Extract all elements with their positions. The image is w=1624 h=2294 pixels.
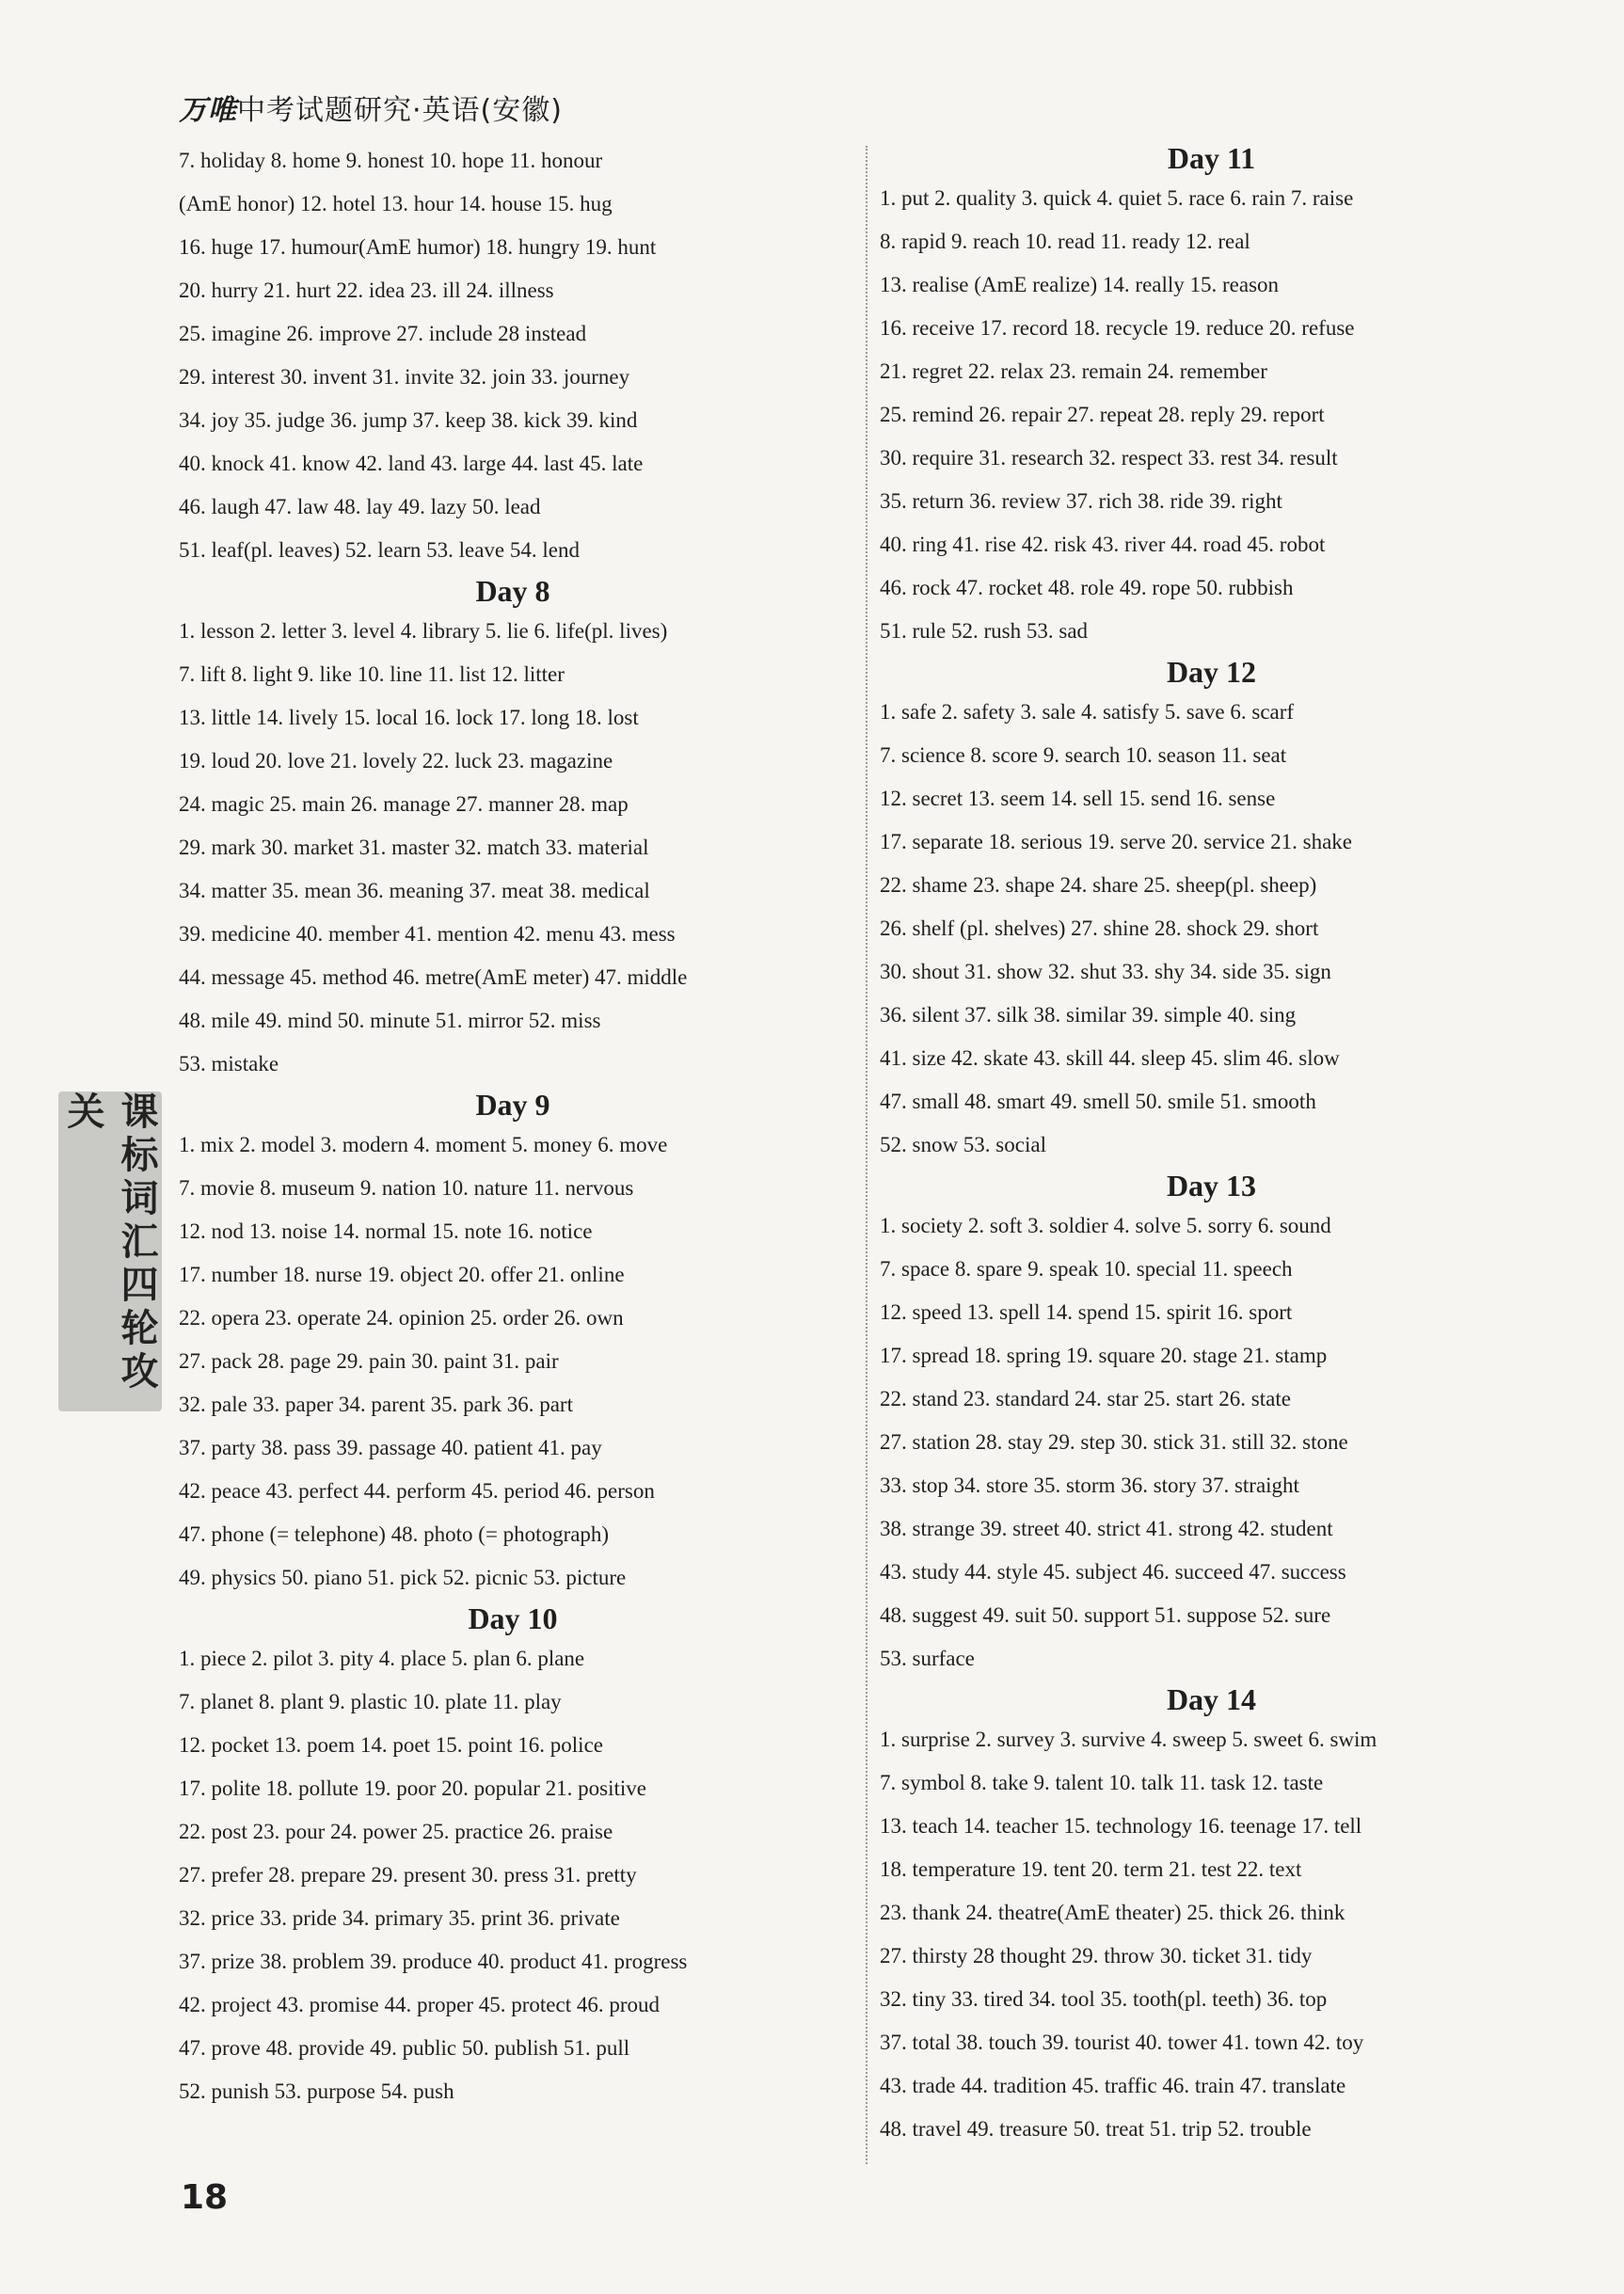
word-list-line: 7. lift 8. light 9. like 10. line 11. list 12. litter <box>179 662 565 686</box>
brand-logo: 万唯 <box>179 94 237 127</box>
word-list-line: 52. punish 53. purpose 54. push <box>179 2079 454 2103</box>
word-list-line: 17. separate 18. serious 19. serve 20. service 21. shake <box>880 830 1353 853</box>
word-list-line: 32. pale 33. paper 34. parent 35. park 36. part <box>179 1393 573 1416</box>
right-column <box>880 139 1543 2151</box>
word-list-line: 48. suggest 49. suit 50. support 51. suppose 52. sure <box>880 1603 1331 1627</box>
word-list-line: 34. matter 35. mean 36. meaning 37. meat 38. medical <box>179 879 650 902</box>
word-list-line: 37. prize 38. problem 39. produce 40. product 41. progress <box>179 1950 688 1973</box>
word-list-line: 25. imagine 26. improve 27. include 28 instead <box>179 322 587 345</box>
word-list-line: 1. society 2. soft 3. soldier 4. solve 5. sorry 6. sound <box>880 1214 1331 1237</box>
word-list-line: 13. realise (AmE realize) 14. really 15. reason <box>880 273 1280 296</box>
word-list-line: 18. temperature 19. tent 20. term 21. test 22. text <box>880 1857 1302 1881</box>
word-list-line: 44. message 45. method 46. metre(AmE meter) 47. middle <box>179 965 688 989</box>
word-list-line: 7. symbol 8. take 9. talent 10. talk 11. task 12. taste <box>880 1771 1324 1794</box>
day-heading: Day 8 <box>475 574 550 608</box>
word-list-line: 43. study 44. style 45. subject 46. succeed 47. success <box>880 1560 1346 1584</box>
word-list-line: 1. lesson 2. letter 3. level 4. library 5. lie 6. life(pl. lives) <box>179 619 668 643</box>
column-divider <box>866 146 868 2164</box>
word-list-line: 27. thirsty 28 thought 29. throw 30. ticket 31. tidy <box>880 1944 1313 1967</box>
word-list-line: 1. put 2. quality 3. quick 4. quiet 5. race 6. rain 7. raise <box>880 186 1354 210</box>
word-list-line: 30. require 31. research 32. respect 33. rest 34. result <box>880 446 1338 470</box>
word-list-line: 37. party 38. pass 39. passage 40. patient 41. pay <box>179 1436 602 1459</box>
day-heading: Day 11 <box>1167 141 1256 175</box>
word-list-line: 22. shame 23. shape 24. share 25. sheep(pl. sheep) <box>880 873 1317 897</box>
word-list-line: 40. ring 41. rise 42. risk 43. river 44. road 45. robot <box>880 533 1326 556</box>
word-list-line: 20. hurry 21. hurt 22. idea 23. ill 24. illness <box>179 279 554 302</box>
word-list-line: 17. number 18. nurse 19. object 20. offer 21. online <box>179 1263 625 1286</box>
word-list-line: 53. surface <box>880 1647 975 1670</box>
word-list-line: 32. tiny 33. tired 34. tool 35. tooth(pl. teeth) 36. top <box>880 1987 1328 2011</box>
word-list-line: 27. prefer 28. prepare 29. present 30. press 31. pretty <box>179 1863 637 1887</box>
word-list-line: 17. polite 18. pollute 19. poor 20. popular 21. positive <box>179 1776 647 1800</box>
page-number: 18 <box>181 2178 229 2217</box>
word-list-line: 26. shelf (pl. shelves) 27. shine 28. shock 29. short <box>880 916 1319 940</box>
side-tab <box>58 1091 162 1411</box>
word-list-line: 7. movie 8. museum 9. nation 10. nature 11. nervous <box>179 1176 634 1200</box>
word-list-line: 49. physics 50. piano 51. pick 52. picnic 53. picture <box>179 1566 627 1589</box>
word-list-line: 48. mile 49. mind 50. minute 51. mirror 52. miss <box>179 1009 601 1032</box>
word-list-line: 36. silent 37. silk 38. similar 39. simple 40. sing <box>880 1003 1297 1027</box>
word-list-line: 32. price 33. pride 34. primary 35. print 36. private <box>179 1906 620 1930</box>
word-list-line: 43. trade 44. tradition 45. traffic 46. train 47. translate <box>880 2074 1346 2097</box>
word-list-line: 51. rule 52. rush 53. sad <box>880 619 1089 643</box>
word-list-line: 7. science 8. score 9. search 10. season 11. seat <box>880 743 1287 767</box>
word-list-line: 1. safe 2. safety 3. sale 4. satisfy 5. save 6. scarf <box>880 700 1295 724</box>
word-list-line: 17. spread 18. spring 19. square 20. stage 21. stamp <box>880 1344 1328 1367</box>
word-list-line: 30. shout 31. show 32. shut 33. shy 34. side 35. sign <box>880 960 1331 983</box>
word-list-line: 13. teach 14. teacher 15. technology 16. teenage 17. tell <box>880 1814 1362 1838</box>
word-list-line: 1. surprise 2. survey 3. survive 4. sweep 5. sweet 6. swim <box>880 1728 1377 1751</box>
word-list-line: 12. speed 13. spell 14. spend 15. spirit 16. sport <box>880 1300 1293 1324</box>
word-list-line: 33. stop 34. store 35. storm 36. story 37. straight <box>880 1474 1299 1497</box>
word-list-line: 46. laugh 47. law 48. lay 49. lazy 50. lead <box>179 495 541 518</box>
word-list-line: 22. stand 23. standard 24. star 25. start 26. state <box>880 1387 1291 1410</box>
word-list-line: 25. remind 26. repair 27. repeat 28. reply 29. report <box>880 403 1325 426</box>
word-list-line: 7. space 8. spare 9. speak 10. special 11. speech <box>880 1257 1293 1281</box>
word-list-line: 29. interest 30. invent 31. invite 32. join 33. journey <box>179 365 630 389</box>
word-list-line: 23. thank 24. theatre(AmE theater) 25. thick 26. think <box>880 1901 1345 1924</box>
word-list-line: 47. prove 48. provide 49. public 50. publish 51. pull <box>179 2036 630 2060</box>
word-list-line: 16. huge 17. humour(AmE humor) 18. hungry 19. hunt <box>179 235 657 259</box>
word-list-line: 52. snow 53. social <box>880 1133 1046 1156</box>
word-list-line: 1. mix 2. model 3. modern 4. moment 5. money 6. move <box>179 1133 668 1156</box>
day-heading: Day 9 <box>475 1088 550 1122</box>
word-list-line: 40. knock 41. know 42. land 43. large 44. last 45. late <box>179 452 644 475</box>
word-list-line: 16. receive 17. record 18. recycle 19. reduce 20. refuse <box>880 316 1355 340</box>
word-list-line: 51. leaf(pl. leaves) 52. learn 53. leave 54. lend <box>179 538 580 562</box>
running-header <box>179 94 563 128</box>
word-list-line: 1. piece 2. pilot 3. pity 4. place 5. plan 6. plane <box>179 1647 585 1670</box>
word-list-line: 35. return 36. review 37. rich 38. ride 39. right <box>880 489 1282 513</box>
day-heading: Day 13 <box>1166 1169 1257 1203</box>
word-list-line: 41. size 42. skate 43. skill 44. sleep 45. slim 46. slow <box>880 1046 1340 1070</box>
word-list-line: 47. phone (= telephone) 48. photo (= photograph) <box>179 1522 610 1546</box>
left-column <box>179 139 847 2113</box>
day-heading: Day 10 <box>468 1601 558 1635</box>
word-list-line: 13. little 14. lively 15. local 16. lock 17. long 18. lost <box>179 706 639 729</box>
word-list-line: 22. opera 23. operate 24. opinion 25. order 26. own <box>179 1306 624 1330</box>
word-list-line: 46. rock 47. rocket 48. role 49. rope 50. rubbish <box>880 576 1294 599</box>
word-list-line: 12. secret 13. seem 14. sell 15. send 16. sense <box>880 787 1276 810</box>
word-list-line: 7. planet 8. plant 9. plastic 10. plate 11. play <box>179 1690 562 1713</box>
word-list-line: 8. rapid 9. reach 10. read 11. ready 12. real <box>880 230 1250 253</box>
day-heading: Day 14 <box>1166 1682 1257 1716</box>
word-list-line: 27. station 28. stay 29. step 30. stick 31. still 32. stone <box>880 1430 1348 1454</box>
word-list-line: 39. medicine 40. member 41. mention 42. menu 43. mess <box>179 922 676 946</box>
word-list-line: 24. magic 25. main 26. manage 27. manner 28. map <box>179 792 629 816</box>
word-list-line: 53. mistake <box>179 1052 279 1075</box>
word-list-line: 47. small 48. smart 49. smell 50. smile 51. smooth <box>880 1090 1316 1113</box>
word-list-line: 19. loud 20. love 21. lovely 22. luck 23. magazine <box>179 749 613 773</box>
word-list-line: 42. peace 43. perfect 44. perform 45. period 46. person <box>179 1479 655 1503</box>
word-list-line: 38. strange 39. street 40. strict 41. strong 42. student <box>880 1517 1333 1540</box>
word-list-line: 34. joy 35. judge 36. jump 37. keep 38. kick 39. kind <box>179 408 638 432</box>
side-tab-label: 课标词汇四轮攻关 <box>61 1091 158 1394</box>
word-list-line: 21. regret 22. relax 23. remain 24. remember <box>880 359 1267 383</box>
book-title: 中考试题研究·英语(安徽) <box>237 94 563 127</box>
word-list-line: 27. pack 28. page 29. pain 30. paint 31. pair <box>179 1349 559 1373</box>
word-list-line: 22. post 23. pour 24. power 25. practice 26. praise <box>179 1820 613 1843</box>
word-list-line: 12. pocket 13. poem 14. poet 15. point 16. police <box>179 1733 603 1757</box>
word-list-line: 37. total 38. touch 39. tourist 40. tower 41. town 42. toy <box>880 2031 1364 2054</box>
word-list-line: 29. mark 30. market 31. master 32. match 33. material <box>179 836 649 859</box>
word-list-line: 12. nod 13. noise 14. normal 15. note 16. notice <box>179 1219 593 1243</box>
word-list-line: 42. project 43. promise 44. proper 45. protect 46. proud <box>179 1993 660 2016</box>
word-list-line: (AmE honor) 12. hotel 13. hour 14. house 15. hug <box>179 192 613 215</box>
word-list-line: 7. holiday 8. home 9. honest 10. hope 11. honour <box>179 149 603 172</box>
word-list-line: 48. travel 49. treasure 50. treat 51. trip 52. trouble <box>880 2117 1312 2141</box>
day-heading: Day 12 <box>1166 655 1257 689</box>
